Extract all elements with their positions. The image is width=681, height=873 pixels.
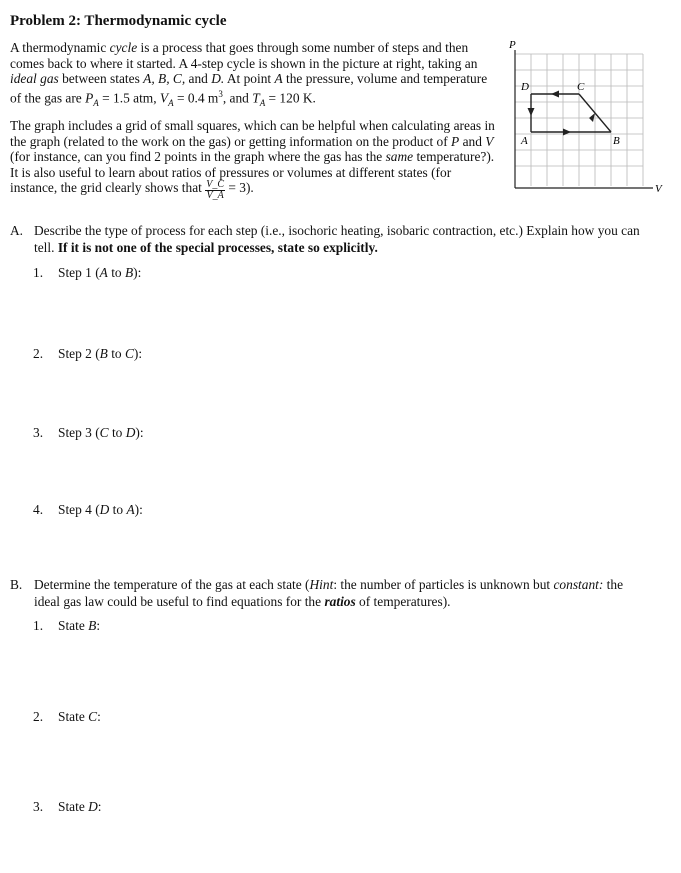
point-label-d: D [521,81,529,93]
question-b-item-3: 3. State D: [33,799,102,814]
question-b-item-2: 2. State C: [33,709,101,724]
question-a [10,222,650,256]
pv-diagram [505,36,675,196]
axis-label-v: V [655,183,662,195]
cycle-path [531,94,611,132]
question-a-label: A. [10,223,24,238]
point-label-b: B [613,135,620,147]
question-a-text: Describe the type of process for each step (i.e., isochoric heating, isobaric contraction, etc.) Explain how you can tell. If it is not one of the special processes, state so explicitly. [34,223,640,255]
axis-label-p: P [509,39,516,51]
question-a-item-2: 2. Step 2 (B to C): [33,346,143,361]
arrow-b-to-c-icon [589,113,595,122]
question-b-item-1: 1. State B: [33,618,101,633]
question-b-text: Determine the temperature of the gas at each state (Hint: the number of particles is unknown but constant: the ideal gas law could be useful to find equations for the ratios of temperatures). [34,577,624,609]
intro-paragraph: A thermodynamic cycle is a process that goes through some number of steps and then comes back to where it started. A 4-step cycle is shown in the picture at right, taking an ideal gas between states A, B, C, and D. At point A the pressure, volume and temperature of the gas are $P_A = 1.5$ atm, $V_A = 0.4$ $m^3$, and $T_A = 120$ K. [10,40,488,108]
grid [515,54,643,186]
arrow-d-to-a-icon [528,108,535,116]
question-a-item-4: 4. Step 4 (D to A): [33,502,143,517]
point-label-a: A [521,135,528,147]
arrow-c-to-d-icon [551,91,559,98]
point-label-c: C [577,81,585,93]
arrow-a-to-b-icon [563,129,571,136]
question-a-item-1: 1. Step 1 (A to B): [33,265,142,280]
question-b [10,576,650,610]
problem-title: Problem 2: Thermodynamic cycle [10,13,227,29]
volume-ratio-fraction: $\frac{V\_C}{V\_A}$ [206,179,225,202]
question-b-label: B. [10,577,23,592]
graph-explanation-paragraph: The graph includes a grid of small squares, which can be helpful when calculating areas in the graph (related to the work on the gas) or getting information on the product of P and V (for instance, can you find 2 points in the graph where the gas has the same temperature?). It is also useful to learn about ratios of pressures or volumes at different states (for instance, the grid clearly shows that $\frac{V\_C}{V\_A}$ = 3). [10,118,495,202]
question-a-item-3: 3. Step 3 (C to D): [33,425,144,440]
